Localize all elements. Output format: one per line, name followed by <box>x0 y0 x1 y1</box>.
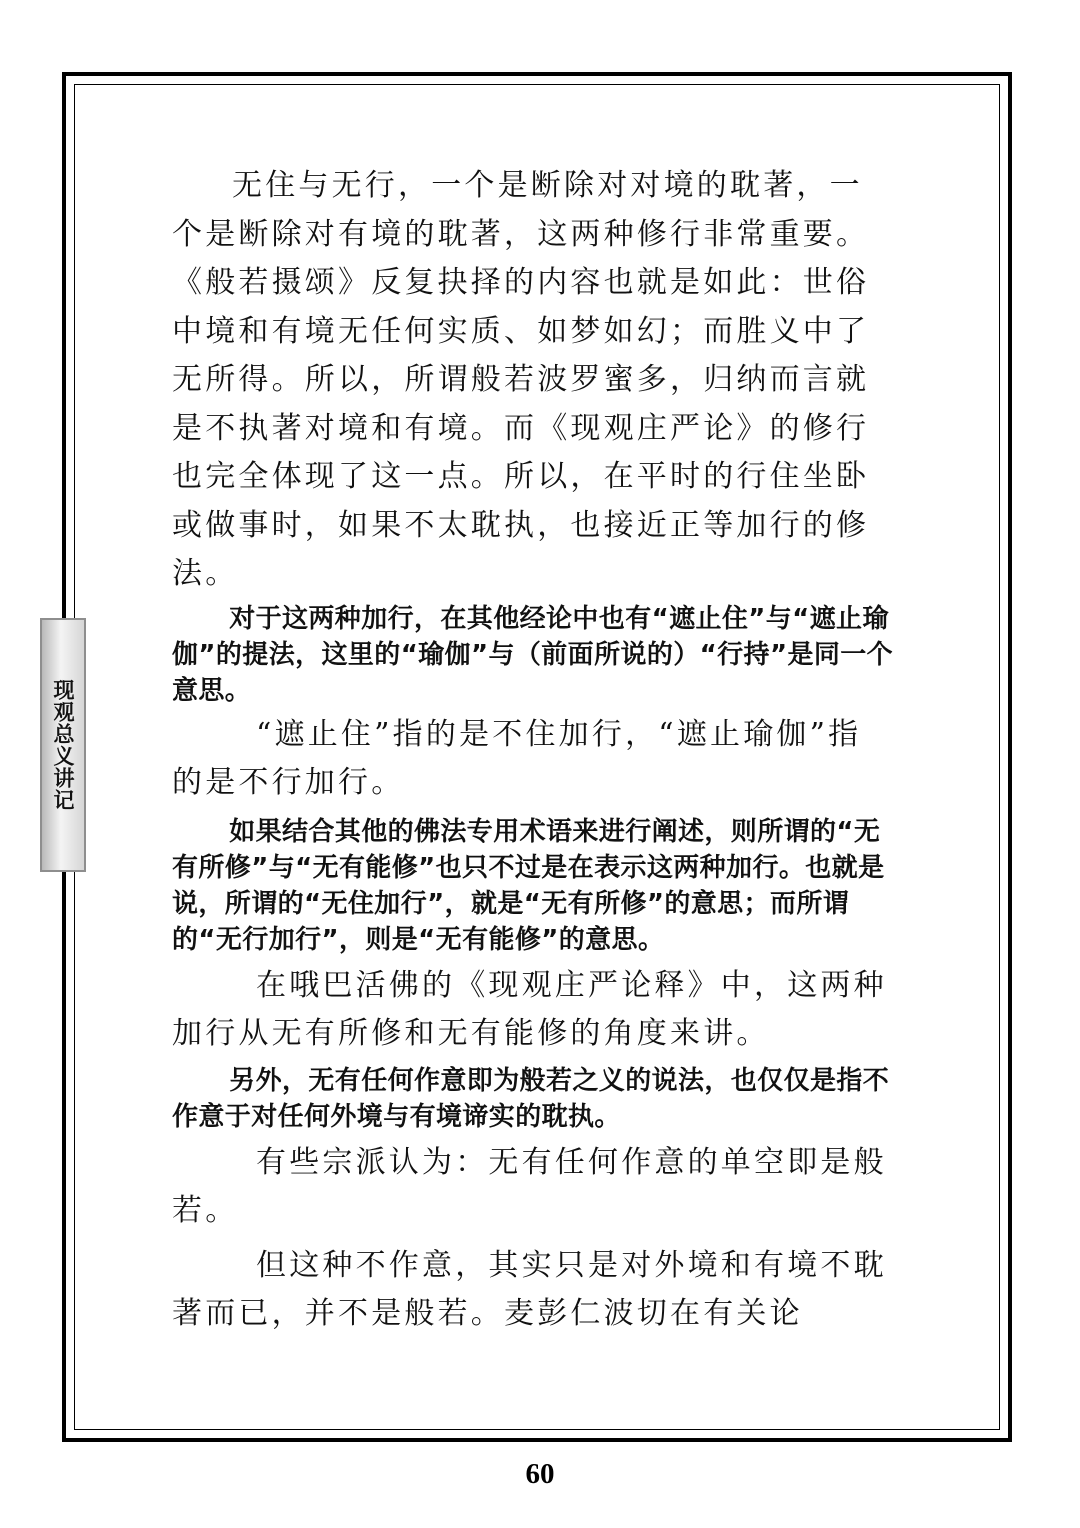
side-chapter-tab <box>40 618 86 872</box>
paragraph-8: 但这种不作意，其实只是对外境和有境不耽著而已，并不是般若。麦彭仁波切在有关论 <box>172 1247 887 1331</box>
paragraph-4: 如果结合其他的佛法专用术语来进行阐述，则所谓的“无有所修”与“无有能修”也只不过是在表示这两种加行。也就是说，所谓的“无住加行”，就是“无有所修”的意思；而所谓的“无行加行”，则是“无有能修”的意思。 <box>172 816 885 955</box>
paragraph-5: 在哦巴活佛的《现观庄严论释》中，这两种加行从无有所修和无有能修的角度来讲。 <box>172 967 887 1051</box>
paragraph-2: 对于这两种加行，在其他经论中也有“遮止住”与“遮止瑜伽”的提法，这里的“瑜伽”与（前面所说的）“行持”是同一个意思。 <box>172 603 894 706</box>
paragraph-7: 有些宗派认为：无有任何作意的单空即是般若。 <box>172 1144 887 1228</box>
paragraph-1: 无住与无行，一个是断除对对境的耽著，一个是断除对有境的耽著，这两种修行非常重要。《般若摄颂》反复抉择的内容也就是如此：世俗中境和有境无任何实质、如梦如幻；而胜义中了无所得。所以，所谓般若波罗蜜多，归纳而言就是不执著对境和有境。而《现观庄严论》的修行也完全体现了这一点。所以，在平时的行住坐卧或做事时，如果不太耽执，也接近正等加行的修法。 <box>172 168 870 591</box>
paragraph-3: “遮止住”指的是不住加行，“遮止瑜伽”指的是不行加行。 <box>172 716 862 800</box>
side-tab-title: 现观总义讲记 <box>51 679 76 811</box>
paragraph-6: 另外，无有任何作意即为般若之义的说法，也仅仅是指不作意于对任何外境与有境谛实的耽执。 <box>172 1065 890 1132</box>
page-number: 60 <box>525 1458 555 1490</box>
page-content <box>172 162 894 1339</box>
